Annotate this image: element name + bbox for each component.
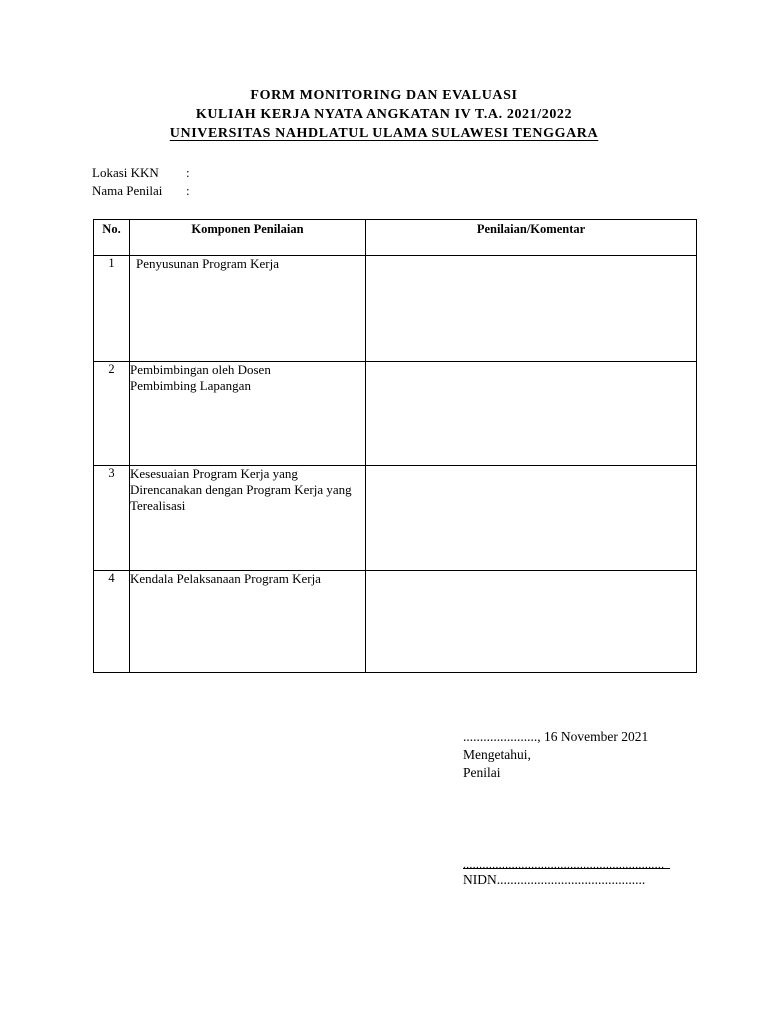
row-comment-cell[interactable]	[366, 362, 697, 466]
table-row	[94, 362, 697, 466]
penilai-colon: :	[186, 183, 190, 198]
university-name: UNIVERSITAS NAHDLATUL ULAMA SULAWESI TENGGARA	[169, 126, 599, 141]
table-row	[94, 256, 697, 362]
lokasi-label: Lokasi KKN	[92, 165, 159, 180]
row-komponen: Penyusunan Program Kerja	[130, 256, 366, 362]
form-title	[0, 86, 768, 143]
form-meta	[92, 164, 196, 200]
lokasi-colon: :	[186, 165, 190, 180]
lokasi-row	[92, 164, 196, 182]
signature-name-line	[463, 858, 670, 869]
row-comment-cell[interactable]	[366, 466, 697, 571]
signature-role: Penilai	[463, 765, 501, 780]
table-row	[94, 571, 697, 673]
header-penilaian: Penilaian/Komentar	[366, 220, 697, 256]
row-comment-cell[interactable]	[366, 571, 697, 673]
row-number: 4	[94, 571, 130, 673]
signature-block	[463, 728, 648, 782]
penilai-row	[92, 182, 196, 200]
title-line-3	[0, 124, 768, 143]
signature-dots: ..............................................................	[463, 858, 670, 869]
row-number: 3	[94, 466, 130, 571]
row-komponen: Kendala Pelaksanaan Program Kerja	[130, 571, 366, 673]
assessment-table	[93, 219, 697, 673]
table-header-row	[94, 220, 697, 256]
header-komponen: Komponen Penilaian	[130, 220, 366, 256]
header-no: No.	[94, 220, 130, 256]
row-number: 1	[94, 256, 130, 362]
signature-mengetahui: Mengetahui,	[463, 747, 531, 762]
title-line-2: KULIAH KERJA NYATA ANGKATAN IV T.A. 2021/2022	[195, 107, 573, 122]
row-komponen	[130, 362, 366, 466]
row-comment-cell[interactable]	[366, 256, 697, 362]
penilai-label: Nama Penilai	[92, 183, 163, 198]
title-line-1: FORM MONITORING DAN EVALUASI	[250, 88, 518, 103]
row-number: 2	[94, 362, 130, 466]
signature-nidn: NIDN............................................	[463, 872, 646, 887]
row-komponen-text: Pembimbingan oleh Dosen Pembimbing Lapangan	[130, 362, 271, 393]
signature-date: ......................, 16 November 2021	[463, 729, 649, 744]
table-row	[94, 466, 697, 571]
row-komponen: Kesesuaian Program Kerja yang Direncanakan dengan Program Kerja yang Terealisasi	[130, 466, 366, 571]
